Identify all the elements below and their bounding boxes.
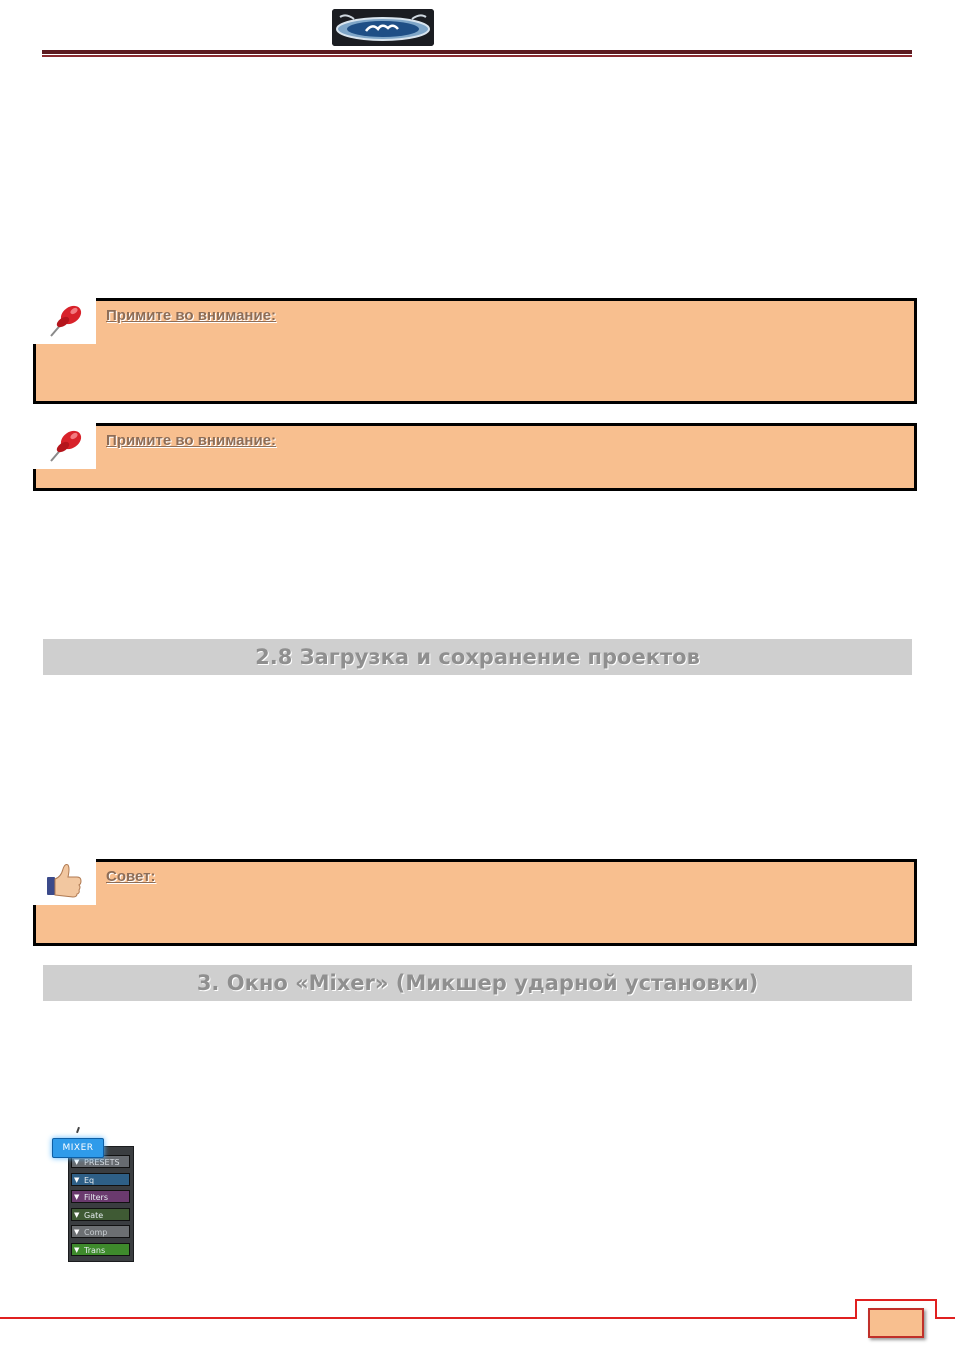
dfh-logo-icon (332, 9, 434, 46)
mixer-row-gate[interactable] (71, 1208, 130, 1221)
mixer-tab-button[interactable]: MIXER (52, 1138, 104, 1158)
cursor-mark (76, 1127, 80, 1133)
mixer-row-trans[interactable] (71, 1243, 130, 1256)
page-number-box (868, 1308, 924, 1338)
dropdown-arrow-icon: ▼ (74, 1211, 80, 1219)
mixer-row-eq[interactable] (71, 1173, 130, 1186)
note-label: Совет: (106, 868, 156, 885)
mixer-row-comp[interactable] (71, 1225, 130, 1238)
dropdown-arrow-icon: ▼ (74, 1246, 80, 1254)
header-rule (42, 50, 912, 54)
note-label: Примите во внимание: (106, 432, 277, 449)
mixer-row-label: Filters (84, 1193, 108, 1202)
header-rule-accent (42, 55, 912, 57)
mixer-row-label: Comp (84, 1228, 108, 1237)
mixer-row-filters[interactable] (71, 1190, 130, 1203)
footer-rule (0, 1296, 955, 1350)
section-heading-3: 3. Окно «Mixer» (Микшер ударной установки) (43, 965, 912, 1001)
dropdown-arrow-icon: ▼ (74, 1158, 80, 1166)
dropdown-arrow-icon: ▼ (74, 1176, 80, 1184)
note-icon-area (33, 298, 96, 344)
mixer-row-label: Eq (84, 1176, 95, 1185)
note-box-attention-2 (33, 423, 917, 491)
dfh-logo (332, 9, 434, 46)
pushpin-icon (33, 298, 96, 344)
mixer-presets-label: PRESETS (84, 1158, 120, 1167)
note-icon-area (33, 423, 96, 469)
note-box-tip (33, 859, 917, 946)
section-heading-2-8: 2.8 Загрузка и сохранение проектов (43, 639, 912, 675)
mixer-row-label: Gate (84, 1211, 104, 1220)
dropdown-arrow-icon: ▼ (74, 1228, 80, 1236)
dropdown-arrow-icon: ▼ (74, 1193, 80, 1201)
mixer-panel (68, 1146, 134, 1262)
note-label: Примите во внимание: (106, 307, 277, 324)
note-icon-area (33, 859, 96, 905)
mixer-row-label: Trans (84, 1246, 106, 1255)
note-box-attention-1 (33, 298, 917, 404)
pushpin-icon (33, 423, 96, 469)
thumbs-up-icon (33, 859, 96, 905)
